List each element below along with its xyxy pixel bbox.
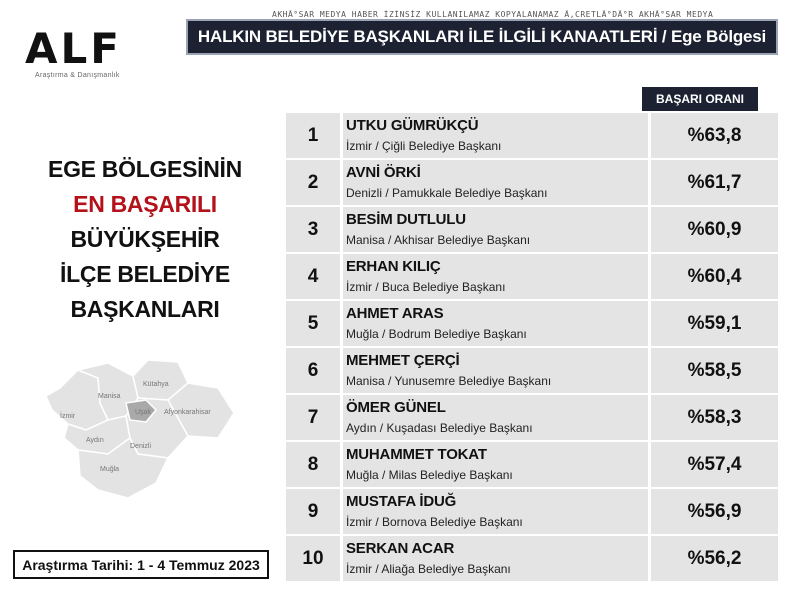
row-role: İzmir / Aliağa Belediye Başkanı: [346, 562, 511, 576]
row-role: İzmir / Buca Belediye Başkanı: [346, 280, 506, 294]
row-rank: 7: [307, 406, 319, 428]
survey-date: Araştırma Tarihi: 1 - 4 Temmuz 2023: [13, 550, 269, 579]
map-label-aydin: Aydın: [86, 437, 104, 444]
row-rate: %60,9: [687, 218, 742, 240]
row-rank: 8: [307, 453, 319, 475]
heading-line-4: İLÇE BELEDİYE: [60, 261, 230, 287]
row-role: Muğla / Milas Belediye Başkanı: [346, 468, 513, 482]
row-name: UTKU GÜMRÜKÇÜ: [346, 117, 479, 134]
row-rate: %57,4: [687, 453, 742, 475]
table-row: [286, 348, 778, 393]
map-label-manisa: Manisa: [98, 393, 121, 400]
map-label-izmir: İzmir: [60, 413, 76, 420]
row-name: SERKAN ACAR: [346, 540, 455, 557]
heading-line-2-highlight: EN BAŞARILI: [73, 191, 217, 217]
row-role: Aydın / Kuşadası Belediye Başkanı: [346, 421, 533, 435]
row-role: Manisa / Akhisar Belediye Başkanı: [346, 233, 531, 247]
rate-column-header: BAŞARI ORANI: [642, 87, 758, 111]
table-row: [286, 442, 778, 487]
heading-line-1: EGE BÖLGESİNİN: [48, 156, 242, 182]
heading-line-3: BÜYÜKŞEHİR: [70, 226, 220, 252]
row-rank: 2: [307, 171, 319, 193]
row-name: MEHMET ÇERÇİ: [346, 352, 460, 369]
logo-text: ALF: [25, 24, 122, 73]
map-label-denizli: Denizli: [130, 443, 152, 450]
row-role: Manisa / Yunusemre Belediye Başkanı: [346, 374, 552, 388]
row-rank: 3: [307, 218, 319, 240]
row-name: ERHAN KILIÇ: [346, 258, 441, 275]
table-row: [286, 207, 778, 252]
row-rank: 5: [307, 312, 319, 334]
row-name: AHMET ARAS: [346, 305, 444, 322]
row-name: MUHAMMET TOKAT: [346, 446, 487, 463]
watermark-text: AKHÃ°SAR MEDYA HABER İZİNSİZ KULLANILAMAZ KOPYALANAMAZ Ã‚CRETLÃ°DÃ°R AKHÃ°SAR MEDYA: [272, 10, 714, 19]
row-rate: %56,9: [687, 500, 742, 522]
row-rate: %60,4: [687, 265, 742, 287]
row-name: MUSTAFA İDUĞ: [346, 493, 457, 510]
row-rank: 6: [307, 359, 319, 381]
row-rank: 1: [307, 124, 319, 146]
left-heading: [20, 152, 270, 327]
row-rate: %59,1: [687, 312, 742, 334]
map-label-mugla: Muğla: [100, 466, 120, 473]
logo-subtitle: Araştırma & Danışmanlık: [35, 72, 120, 79]
row-rate: %58,3: [687, 406, 742, 428]
row-name: ÖMER GÜNEL: [346, 399, 446, 416]
row-role: İzmir / Bornova Belediye Başkanı: [346, 515, 523, 529]
aegean-region-map: [38, 358, 238, 508]
page-title: HALKIN BELEDİYE BAŞKANLARI İLE İLGİLİ KANAATLERİ / Ege Bölgesi: [186, 19, 778, 55]
row-rate: %63,8: [687, 124, 742, 146]
table-row: [286, 395, 778, 440]
row-role: İzmir / Çiğli Belediye Başkanı: [346, 139, 502, 153]
ranking-table: [286, 113, 778, 583]
row-rank: 9: [307, 500, 319, 522]
map-label-usak: Uşak: [135, 409, 151, 416]
alf-logo: [12, 14, 172, 79]
map-label-afyon: Afyonkarahisar: [164, 409, 211, 416]
row-rate: %56,2: [687, 547, 742, 569]
row-rate: %61,7: [687, 171, 742, 193]
table-row: [286, 160, 778, 205]
table-row: [286, 536, 778, 581]
row-name: AVNİ ÖRKİ: [346, 164, 421, 181]
table-row: [286, 489, 778, 534]
row-role: Muğla / Bodrum Belediye Başkanı: [346, 327, 527, 341]
table-row: [286, 254, 778, 299]
heading-line-5: BAŞKANLARI: [70, 296, 220, 322]
row-rate: %58,5: [687, 359, 742, 381]
table-row: [286, 301, 778, 346]
row-rank: 10: [302, 547, 324, 569]
map-label-kutahya: Kütahya: [143, 381, 169, 388]
row-rank: 4: [307, 265, 319, 287]
table-row: [286, 113, 778, 158]
row-role: Denizli / Pamukkale Belediye Başkanı: [346, 186, 548, 200]
row-name: BESİM DUTLULU: [346, 211, 466, 228]
